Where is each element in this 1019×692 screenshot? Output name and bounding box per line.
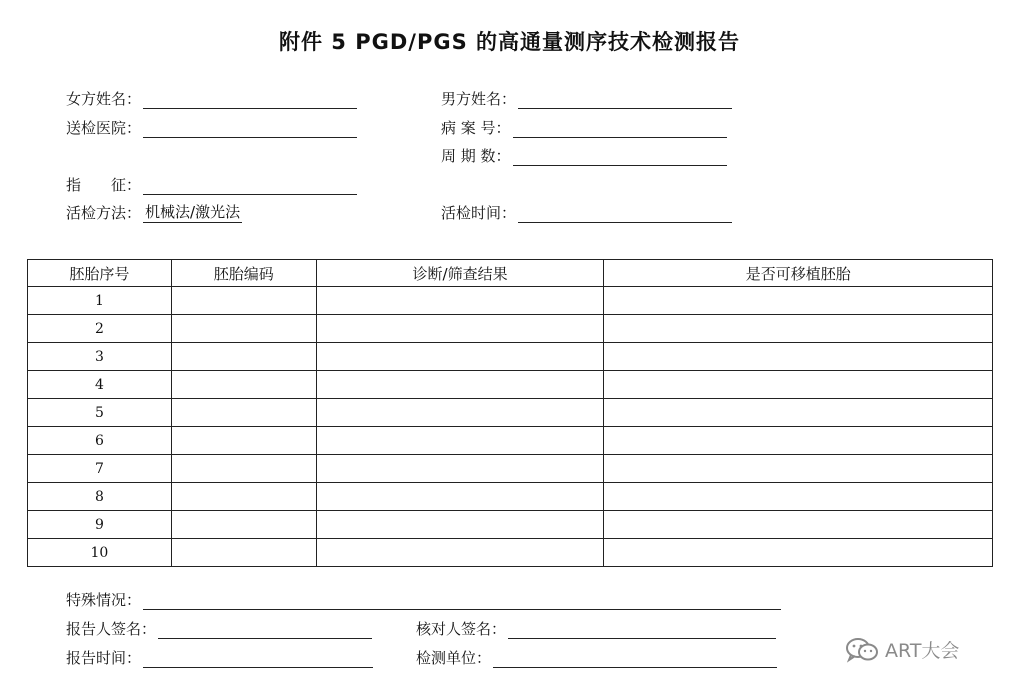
result-cell[interactable] [316,399,604,427]
report-title: 附件 5 PGD/PGS 的高通量测序技术检测报告 [278,30,741,54]
hospital-line[interactable] [143,117,357,138]
transferable-cell[interactable] [604,371,993,399]
indication-label: 指 征： [66,176,142,194]
cycle-no-field[interactable] [441,144,727,166]
embryo-number: 9 [28,511,172,539]
transferable-cell[interactable] [604,539,993,567]
embryo-table [27,259,993,567]
table-row [28,343,993,371]
transferable-cell[interactable] [604,399,993,427]
table-row [28,427,993,455]
wechat-watermark [845,636,959,663]
lab-field[interactable] [416,646,777,668]
result-cell[interactable] [316,455,604,483]
embryo-code-cell[interactable] [171,511,316,539]
indication-field[interactable] [66,173,357,195]
embryo-code-cell[interactable] [171,287,316,315]
embryo-code-cell[interactable] [171,455,316,483]
table-row [28,399,993,427]
male-name-line[interactable] [518,88,732,109]
transferable-cell[interactable] [604,455,993,483]
col-embryo-code: 胚胎编码 [171,260,316,287]
checker-field[interactable] [416,617,776,639]
lab-line[interactable] [493,647,777,668]
record-no-line[interactable] [513,117,727,138]
embryo-code-cell[interactable] [171,483,316,511]
special-label: 特殊情况： [66,591,142,609]
report-time-label: 报告时间： [66,649,142,667]
report-time-line[interactable] [143,647,373,668]
biopsy-time-line[interactable] [518,202,732,223]
transferable-cell[interactable] [604,315,993,343]
reporter-label: 报告人签名： [66,620,157,638]
embryo-number: 7 [28,455,172,483]
reporter-field[interactable] [66,617,372,639]
biopsy-method-value: 机械法/激光法 [145,203,241,221]
embryo-number: 8 [28,483,172,511]
table-row [28,483,993,511]
lab-label: 检测单位： [416,649,492,667]
result-cell[interactable] [316,511,604,539]
wechat-icon [845,637,879,663]
special-line[interactable] [143,589,781,610]
table-row [28,287,993,315]
embryo-code-cell[interactable] [171,343,316,371]
col-transferable: 是否可移植胚胎 [604,260,993,287]
table-row [28,511,993,539]
reporter-line[interactable] [158,618,372,639]
female-name-label: 女方姓名： [66,90,142,108]
table-row [28,539,993,567]
record-no-field[interactable] [441,116,727,138]
watermark-text: ART大会 [885,640,960,662]
cycle-no-label: 周 期 数： [441,147,511,165]
cycle-no-line[interactable] [513,145,727,166]
embryo-code-cell[interactable] [171,399,316,427]
report-time-field[interactable] [66,646,373,668]
embryo-code-cell[interactable] [171,427,316,455]
table-row [28,315,993,343]
result-cell[interactable] [316,315,604,343]
hospital-label: 送检医院： [66,119,142,137]
male-name-label: 男方姓名： [441,90,517,108]
indication-line[interactable] [143,174,357,195]
embryo-number: 10 [28,539,172,567]
male-name-field[interactable] [441,87,732,109]
result-cell[interactable] [316,287,604,315]
embryo-number: 6 [28,427,172,455]
transferable-cell[interactable] [604,343,993,371]
biopsy-method-label: 活检方法： [66,204,142,222]
embryo-number: 1 [28,287,172,315]
female-name-line[interactable] [143,88,357,109]
biopsy-time-field[interactable] [441,201,732,223]
embryo-code-cell[interactable] [171,539,316,567]
checker-line[interactable] [508,618,776,639]
embryo-number: 5 [28,399,172,427]
table-row [28,455,993,483]
embryo-number: 4 [28,371,172,399]
biopsy-time-label: 活检时间： [441,204,517,222]
table-header-row [28,260,993,287]
result-cell[interactable] [316,343,604,371]
transferable-cell[interactable] [604,483,993,511]
transferable-cell[interactable] [604,511,993,539]
embryo-code-cell[interactable] [171,315,316,343]
special-field[interactable] [66,588,781,610]
result-cell[interactable] [316,483,604,511]
result-cell[interactable] [316,371,604,399]
col-diagnosis-result: 诊断/筛查结果 [316,260,604,287]
checker-label: 核对人签名： [416,620,507,638]
record-no-label: 病 案 号： [441,119,511,137]
col-embryo-number: 胚胎序号 [28,260,172,287]
table-row [28,371,993,399]
hospital-field[interactable] [66,116,357,138]
result-cell[interactable] [316,539,604,567]
embryo-number: 2 [28,315,172,343]
transferable-cell[interactable] [604,427,993,455]
transferable-cell[interactable] [604,287,993,315]
embryo-number: 3 [28,343,172,371]
result-cell[interactable] [316,427,604,455]
biopsy-method-field[interactable] [66,201,242,223]
female-name-field[interactable] [66,87,357,109]
embryo-code-cell[interactable] [171,371,316,399]
